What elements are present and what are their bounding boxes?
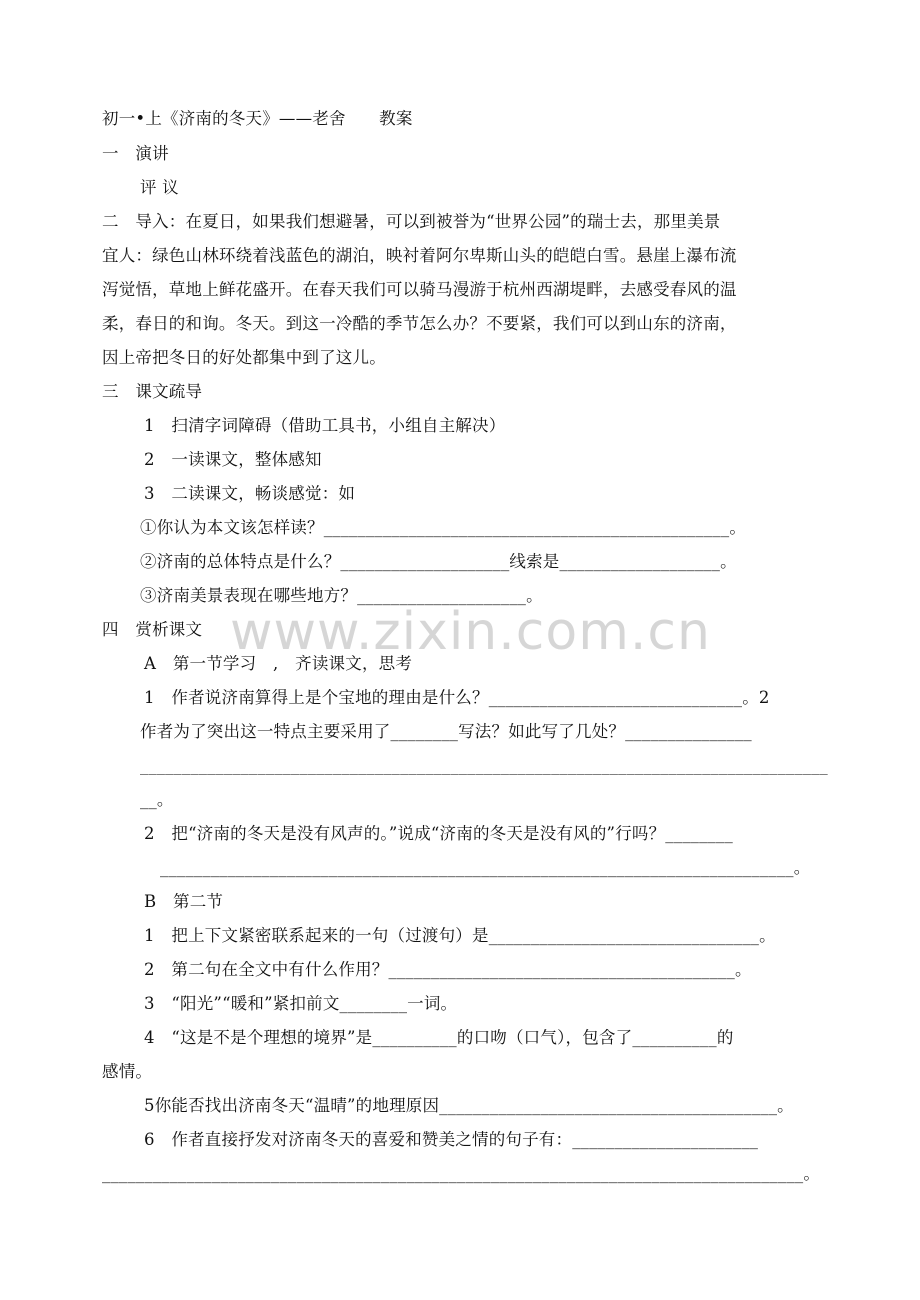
part-a-q1-text: 1 作者说济南算得上是个宝地的理由是什么？ (144, 688, 489, 707)
question-2-mid: 线索是 (509, 552, 560, 571)
part-b-q1-text: 1 把上下文紧密联系起来的一句（过渡句）是 (144, 926, 489, 945)
intro-line-2: 宜人：绿色山林环绕着浅蓝色的湖泊，映衬着阿尔卑斯山头的皑皑白雪。悬崖上瀑布流 (102, 246, 737, 265)
part-b-question-6 (144, 1128, 758, 1152)
intro-line-4: 柔，春日的和询。冬天。到这一冷酷的季节怎么办？不要紧，我们可以到山东的济南， (102, 314, 737, 333)
part-b-q3-end: 一词。 (407, 994, 458, 1013)
question-2-blank: ____________________ (340, 552, 510, 571)
intro-line-1: 二 导入：在夏日，如果我们想避暑，可以到被誉为“世界公园”的瑞士去，那里美景 (102, 212, 721, 231)
section-3-item-2: 2 一读课文，整体感知 (144, 450, 322, 469)
watermark: www.zixin.com.cn (230, 602, 711, 662)
part-b-question-2 (144, 958, 752, 982)
part-b-q5-blank: ________________________________________ (439, 1096, 778, 1115)
part-b-question-5 (144, 1094, 794, 1118)
part-a-q2-answer-line (160, 856, 810, 880)
part-b-q1-blank: ________________________________ (488, 926, 760, 945)
intro-line-3: 泻觉悟，草地上鲜花盛开。在春天我们可以骑马漫游于杭州西湖堤畔，去感受春风的温 (102, 280, 737, 299)
part-b-q5-end: 。 (777, 1096, 794, 1115)
part-a-question-1-cont (140, 720, 752, 744)
intro-line-5: 因上帝把冬日的好处都集中到了这儿。 (102, 348, 386, 367)
question-3-text: ③济南美景表现在哪些地方？ (140, 586, 358, 605)
part-b-q4-text: 4 “这是不是个理想的境界”是 (144, 1028, 373, 1047)
question-1 (140, 516, 746, 540)
section-3-heading: 三 课文疏导 (102, 382, 203, 401)
section-1-subtitle: 评 议 (140, 178, 179, 197)
question-3-blank: ____________________ (357, 586, 527, 605)
section-1-heading: 一 演讲 (102, 144, 169, 163)
section-3-item-3: 3 二读课文，畅谈感觉：如 (144, 484, 356, 503)
doc-title: 初一•上《济南的冬天》——老舍 教案 (102, 109, 413, 128)
part-a-q2-blank: ________ (665, 824, 733, 843)
part-b-question-4 (144, 1026, 734, 1050)
part-b-q4-blank: __________ (372, 1028, 457, 1047)
part-b-q4-end: 的 (716, 1028, 734, 1047)
question-2-text: ②济南的总体特点是什么？ (140, 552, 341, 571)
part-b-heading: B 第二节 (144, 892, 224, 911)
part-a-q1b-blank: ________ (390, 722, 459, 741)
part-b-q4-blank-2: __________ (632, 1028, 717, 1047)
part-b-q6b-blank: ___________________________________________________________________________________ (102, 1164, 804, 1183)
part-a-q1b-mid: 写法？如此写了几处？ (458, 722, 626, 741)
part-b-q3-text: 3 “阳光”“暖和”紧扣前文 (144, 994, 340, 1013)
part-a-question-1 (144, 686, 770, 710)
part-a-q2b-blank: ___________________________________________________________________________ (160, 858, 794, 877)
question-2-end: 。 (720, 552, 737, 571)
question-1-text: ①你认为本文该怎样读？ (140, 518, 324, 537)
part-b-q2-blank: _________________________________________ (388, 960, 735, 979)
part-b-question-4-cont: 感情。 (102, 1062, 153, 1081)
part-b-q6-blank: ______________________ (572, 1130, 759, 1149)
part-a-q1-end: 。2 (742, 688, 770, 707)
part-a-q1b-text: 作者为了突出这一特点主要采用了 (140, 722, 391, 741)
question-3-end: 。 (526, 586, 543, 605)
part-b-q5-text: 5你能否找出济南冬天“温晴”的地理原因 (144, 1096, 440, 1115)
part-a-q2-text: 2 把“济南的冬天是没有风声的。”说成“济南的冬天是没有风的”行吗？ (144, 824, 666, 843)
part-b-q2-text: 2 第二句在全文中有什么作用？ (144, 960, 389, 979)
part-b-q4-mid: 的口吻（口气），包含了 (456, 1028, 633, 1047)
part-b-q6-answer-line (102, 1162, 820, 1186)
question-1-end: 。 (729, 518, 747, 537)
part-b-q6-text: 6 作者直接抒发对济南冬天的喜爱和赞美之情的句子有： (144, 1130, 573, 1149)
part-a-answer-end: __。 (140, 790, 174, 809)
part-b-q3-blank: ________ (339, 994, 408, 1013)
question-3 (140, 584, 543, 608)
part-a-heading: A 第一节学习 , 齐读课文，思考 (144, 654, 413, 673)
part-a-answer-line: __________________________________________________________________________________ (140, 756, 828, 775)
part-b-question-1 (144, 924, 776, 948)
part-a-q2b-end: 。 (793, 858, 811, 877)
part-b-q2-end: 。 (734, 960, 752, 979)
part-a-q1-blank: ______________________________ (488, 688, 743, 707)
section-3-item-1: 1 扫清字词障碍（借助工具书，小组自主解决） (144, 416, 506, 435)
part-b-q1-end: 。 (759, 926, 776, 945)
question-1-blank: ________________________________________________ (323, 518, 730, 537)
part-b-q6b-end: 。 (803, 1164, 821, 1183)
question-2 (140, 550, 737, 574)
part-b-question-3 (144, 992, 457, 1016)
part-a-q1b-blank-2: _______________ (625, 722, 752, 741)
section-4-heading: 四 赏析课文 (102, 620, 203, 639)
question-2-blank-2: ___________________ (559, 552, 721, 571)
part-a-question-2 (144, 822, 733, 846)
